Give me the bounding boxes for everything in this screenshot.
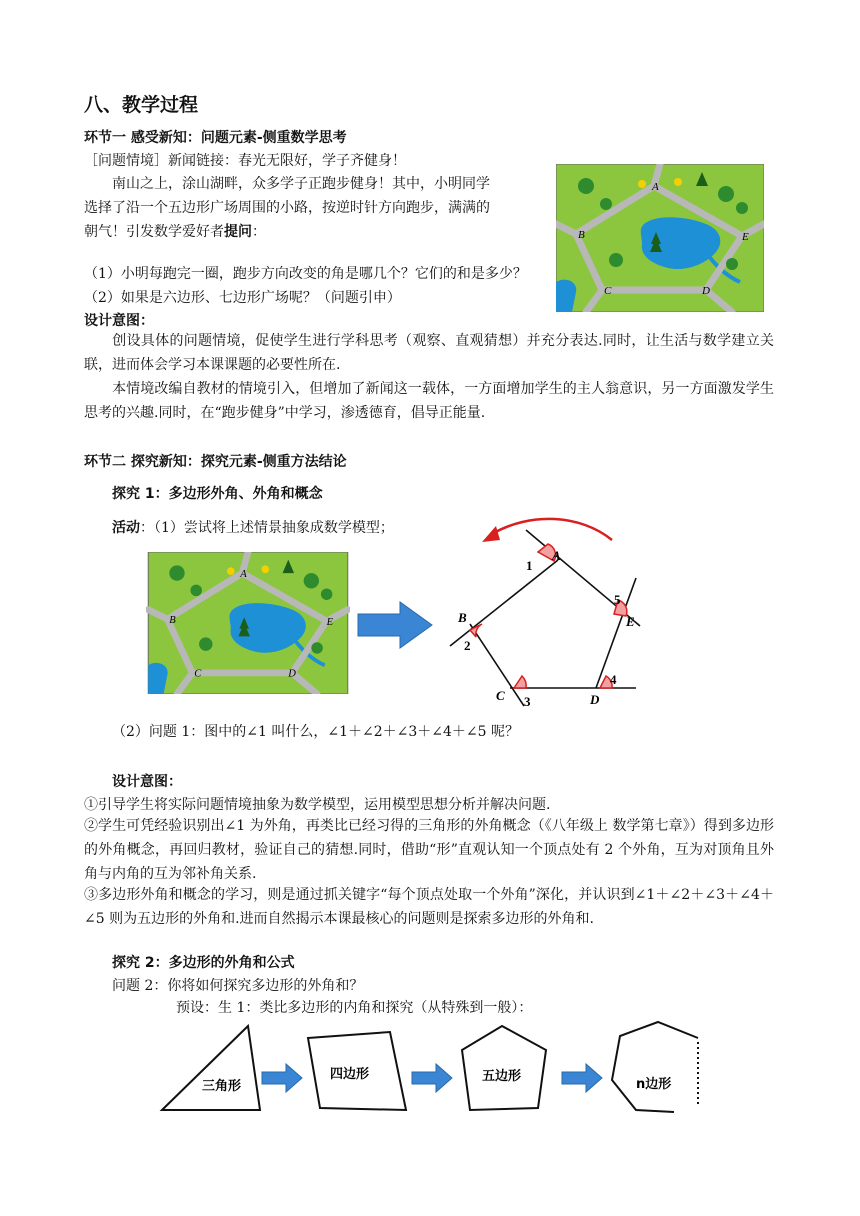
map-label-a: A [652,181,659,193]
angle-5-label: 5 [614,592,621,607]
svg-text:A: A [240,568,247,580]
map-label-e: E [742,231,749,243]
transform-arrow-icon [356,600,434,650]
quad-label: 四边形 [330,1067,370,1082]
map-label-d: D [702,285,710,297]
activity-line: 活动：（1）尝试将上述情景抽象成数学模型； [112,520,394,536]
angle-4-label: 4 [610,672,617,687]
triangle-shape [162,1026,260,1110]
scenario-line-1: 南山之上，涂山湖畔，众多学子正跑步健身！其中，小明同学 [112,176,490,192]
scenario-line-3: 朝气！引发数学爱好者提问： [84,224,266,240]
explore1-title: 探究 1：多边形外角、外角和概念 [112,486,323,502]
polygon-sequence-diagram [150,1018,720,1118]
svg-text:B: B [169,615,176,626]
angle-1-label: 1 [526,558,533,573]
vertex-e-label: E [626,614,635,629]
svg-text:D: D [288,668,296,680]
map-label-b: B [578,229,585,241]
sequence-arrow-icon [412,1064,452,1092]
design-point-2: ②学生可凭经验识别出∠1 为外角，再类比已经习得的三角形的外角概念（《八年级上 数学第七章》）得到多边形的外角概念，再回归教材，验证自己的猜想.同时，借助“形”直观认知一个顶点处有 2 个外角，互为对顶角且外角与内角的互为邻补角关系. [84,818,774,882]
angle-3-label: 3 [524,694,531,709]
svg-text:E: E [326,616,334,628]
explore2-title: 探究 2：多边形的外角和公式 [112,955,295,971]
counterclockwise-arrow-icon [492,519,612,540]
angle-2-label: 2 [464,638,471,653]
pentagon-shape [462,1026,546,1110]
vertex-c-label: C [496,688,505,703]
vertex-b-label: B [458,610,467,625]
problem1-line: （2）问题 1：图中的∠1 叫什么，∠1＋∠2＋∠3＋∠4＋∠5 呢？ [112,724,519,740]
vertex-d-label: D [590,692,600,707]
ngon-label: n边形 [636,1077,672,1092]
svg-text:C: C [194,668,202,680]
sequence-arrow-icon [562,1064,602,1092]
problem2-line: 问题 2：你将如何探究多边形的外角和？ [112,978,364,994]
pent-label: 五边形 [482,1069,522,1084]
vertex-a-label: A [552,548,561,563]
question-1: （1）小明每跑完一圈，跑步方向改变的角是哪几个？它们的和是多少？ [84,266,527,282]
triangle-label: 三角形 [202,1079,242,1094]
design-point-3: ③多边形外角和概念的学习，则是通过抓关键字“每个顶点处取一个外角”深化，并认识到∠1＋∠2＋∠3＋∠4＋∠5 则为五边形的外角和.进而自然揭示本课最核心的问题则是探索多边形的外角和. [84,887,774,927]
section2-title: 环节二 探究新知：探究元素-侧重方法结论 [84,454,347,470]
park-map-illustration [556,164,764,312]
design-paragraph-2: 本情境改编自教材的情境引入，但增加了新闻这一载体，一方面增加学生的主人翁意识，另一方面激发学生思考的兴趣.同时，在“跑步健身”中学习，渗透德育，倡导正能量. [84,381,774,421]
scenario-line-2: 选择了沿一个五边形广场周围的小路，按逆时针方向跑步，满满的 [84,200,490,216]
n-gon-shape [612,1022,698,1112]
section1-title: 环节一 感受新知：问题元素-侧重数学思考 [84,130,347,146]
design-title-1: 设计意图： [84,313,154,329]
design-paragraph-1: 创设具体的问题情境，促使学生进行学科思考（观察、直观猜想）并充分表达.同时，让生活与数学建立关联，进而体会学习本课课题的必要性所在. [84,333,774,373]
map-label-c: C [604,285,612,297]
page-heading: 八、教学过程 [84,94,199,116]
pentagon-exterior-angles-diagram [430,512,650,717]
design-title-2: 设计意图： [112,774,182,790]
park-map-illustration-2 [146,552,350,694]
question-2: （2）如果是六边形、七边形广场呢？（问题引申） [84,290,401,306]
design-point-1: ①引导学生将实际问题情境抽象为数学模型，运用模型思想分析并解决问题. [84,797,551,813]
news-line: ［问题情境］新闻链接：春光无限好，学子齐健身！ [84,153,406,169]
sequence-arrow-icon [262,1064,302,1092]
preset-line: 预设：生 1：类比多边形的内角和探究（从特殊到一般）： [176,1000,533,1016]
